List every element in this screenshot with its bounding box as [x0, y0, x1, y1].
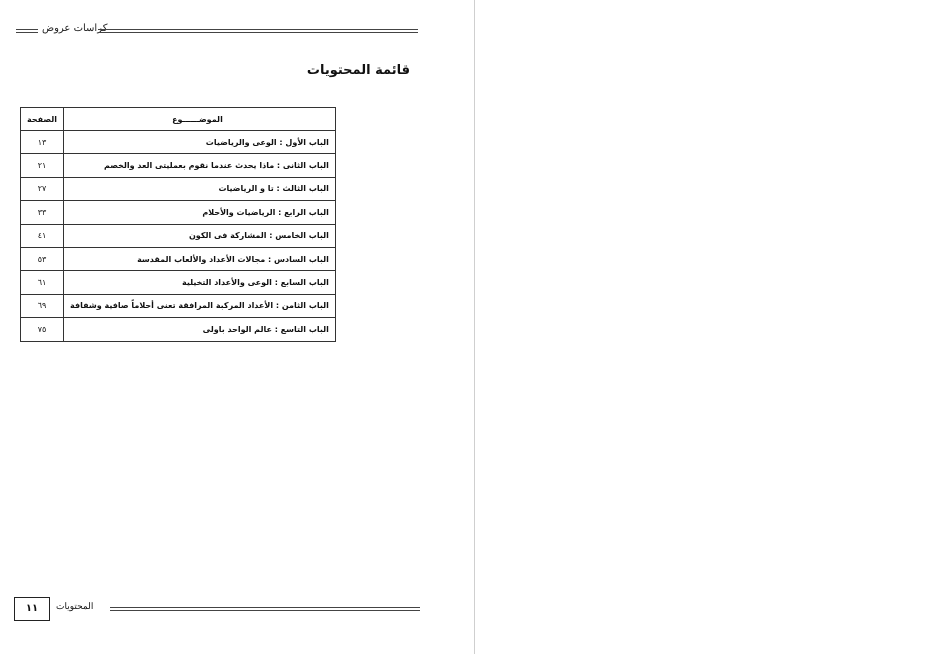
header-page: الصفحة — [21, 108, 64, 131]
row-page: ٤١ — [21, 224, 64, 247]
row-page: ٦١ — [21, 271, 64, 294]
table-row — [21, 154, 336, 177]
running-header — [16, 24, 418, 38]
row-topic: الباب التاسع : عالم الواحد باولى — [64, 318, 336, 341]
table-header-row — [21, 108, 336, 131]
footer-rule — [110, 607, 420, 611]
row-topic: الباب الثالث : تا و الرياضيات — [64, 177, 336, 200]
row-page: ٢١ — [21, 154, 64, 177]
row-topic: الباب السابع : الوعى والأعداد التخيلية — [64, 271, 336, 294]
table-row — [21, 224, 336, 247]
header-topic: الموضــــــوع — [64, 108, 336, 131]
header-rule-right — [98, 29, 418, 33]
page-footer — [14, 597, 420, 621]
header-rule-left — [16, 29, 38, 33]
running-title: كراسات عروض — [42, 23, 108, 34]
row-topic: الباب الخامس : المشاركة فى الكون — [64, 224, 336, 247]
row-page: ٦٩ — [21, 294, 64, 317]
table-row — [21, 247, 336, 270]
left-page — [0, 0, 474, 654]
right-page-blank — [475, 0, 950, 654]
table-row — [21, 294, 336, 317]
row-topic: الباب الأول : الوعى والرياضيات — [64, 131, 336, 154]
row-topic: الباب الثانى : ماذا يحدث عندما نقوم بعمليتى العد والخصم — [64, 154, 336, 177]
table-row — [21, 131, 336, 154]
row-topic: الباب الثامن : الأعداد المركبة المرافقة تعنى أحلاماً صافية وشفافة — [64, 294, 336, 317]
row-page: ٣٣ — [21, 201, 64, 224]
row-page: ٥٣ — [21, 247, 64, 270]
row-page: ٧٥ — [21, 318, 64, 341]
table-row — [21, 177, 336, 200]
page-title: قائمة المحتويات — [306, 63, 410, 78]
table-row — [21, 271, 336, 294]
table-row — [21, 201, 336, 224]
row-page: ١٣ — [21, 131, 64, 154]
row-page: ٢٧ — [21, 177, 64, 200]
footer-section-label: المحتويات — [56, 602, 94, 612]
table-row — [21, 318, 336, 341]
contents-table — [20, 107, 336, 342]
page-number: ١١ — [14, 597, 50, 621]
row-topic: الباب الرابع : الرياضيات والأحلام — [64, 201, 336, 224]
row-topic: الباب السادس : مجالات الأعداد والألعاب المقدسة — [64, 247, 336, 270]
